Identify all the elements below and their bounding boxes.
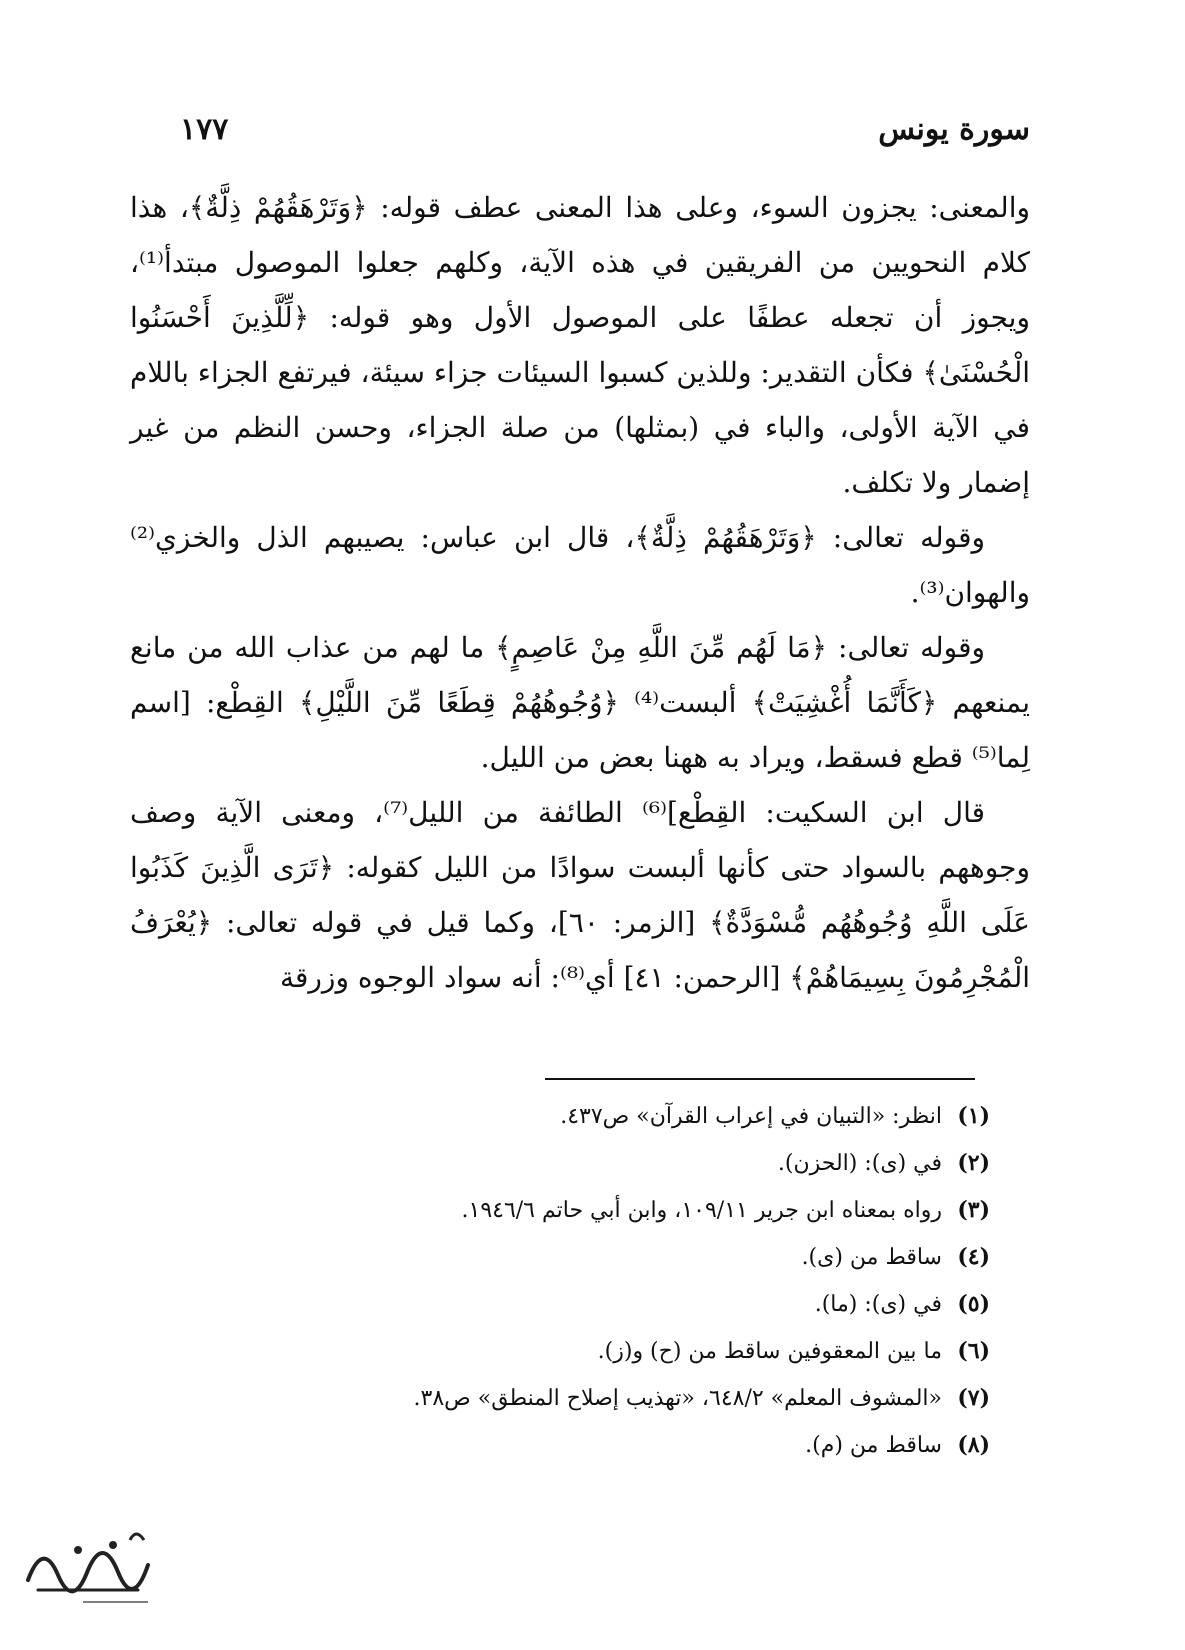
footnote-text: رواه بمعناه ابن جرير ١٠٩/١١، وابن أبي حاتم ١٩٤٦/٦.	[461, 1198, 942, 1223]
footnotes	[130, 1093, 990, 1469]
footnote-number: (٥)	[957, 1291, 990, 1317]
publisher-logo	[18, 1510, 158, 1610]
footnote-number: (٤)	[957, 1244, 990, 1270]
footnote-number: (٣)	[957, 1197, 990, 1223]
footnote-number: (٦)	[957, 1338, 990, 1364]
paragraph-1: والمعنى: يجزون السوء، وعلى هذا المعنى عطف قوله: ﴿وَتَرْهَقُهُمْ ذِلَّةٌ﴾، هذا كلام النحويين من الفريقين في هذه الآية، وكلهم جعلوا الموصول مبتدأ⁽¹⁾، ويجوز أن تجعله عطفًا على الموصول الأول وهو قوله: ﴿لِّلَّذِينَ أَحْسَنُوا الْحُسْنَىٰ﴾ فكأن التقدير: وللذين كسبوا السيئات جزاء سيئة، فيرتفع الجزاء باللام في الآية الأولى، والباء في (بمثلها) من صلة الجزاء، وحسن النظم من غير إضمار ولا تكلف.	[130, 191, 1030, 499]
paragraph-4: قال ابن السكيت: القِطْع]⁽⁶⁾ الطائفة من الليل⁽⁷⁾، ومعنى الآية وصف وجوههم بالسواد حتى كأنها ألبست سوادًا من الليل كقوله: ﴿تَرَى الَّذِينَ كَذَبُوا عَلَى اللَّهِ وُجُوهُهُم مُّسْوَدَّةٌ﴾ [الزمر: ٦٠]، وكما قيل في قوله تعالى: ﴿يُعْرَفُ الْمُجْرِمُونَ بِسِيمَاهُمْ﴾ [الرحمن: ٤١] أي⁽⁸⁾: أنه سواد الوجوه وزرقة	[130, 796, 1031, 994]
footnote-item	[130, 1093, 990, 1140]
paragraph-3: وقوله تعالى: ﴿مَا لَهُم مِّنَ اللَّهِ مِنْ عَاصِمٍ﴾ ما لهم من عذاب الله من مانع يمنعهم ﴿كَأَنَّمَا أُغْشِيَتْ﴾ ألبست⁽⁴⁾ ﴿وُجُوهُهُمْ قِطَعًا مِّنَ اللَّيْلِ﴾ القِطْع: [اسم لِما⁽⁵⁾ قطع فسقط، ويراد به ههنا بعض من الليل.	[130, 631, 1030, 774]
footnote-text: في (ى): (الحزن).	[777, 1151, 942, 1176]
footnote-item	[130, 1422, 990, 1469]
footnote-text: ساقط من (ى).	[801, 1245, 942, 1270]
footnote-item	[130, 1187, 990, 1234]
main-text	[130, 180, 1030, 1005]
footnote-text: ما بين المعقوفين ساقط من (ح) و(ز).	[597, 1339, 942, 1364]
footnote-number: (١)	[957, 1103, 990, 1129]
footnote-text: في (ى): (ما).	[814, 1292, 942, 1317]
footnote-number: (٧)	[957, 1385, 990, 1411]
footnote-item	[130, 1328, 990, 1375]
footnote-item	[130, 1281, 990, 1328]
footnote-number: (٢)	[957, 1150, 990, 1176]
page-number: ١٧٧	[180, 112, 229, 147]
paragraph-2: وقوله تعالى: ﴿وَتَرْهَقُهُمْ ذِلَّةٌ﴾، قال ابن عباس: يصيبهم الذل والخزي⁽²⁾ والهوان⁽³⁾.	[130, 521, 1030, 609]
surah-title: سورة يونس	[878, 112, 1030, 147]
footnote-item	[130, 1234, 990, 1281]
footnote-number: (٨)	[957, 1432, 990, 1458]
footnote-divider	[545, 1078, 975, 1080]
footnote-text: ساقط من (م).	[805, 1433, 942, 1458]
footnote-item	[130, 1140, 990, 1187]
page-header	[140, 112, 1030, 152]
footnote-text: انظر: «التبيان في إعراب القرآن» ص٤٣٧.	[560, 1104, 942, 1129]
footnote-item	[130, 1375, 990, 1422]
footnote-text: «المشوف المعلم» ٦٤٨/٢، «تهذيب إصلاح المنطق» ص٣٨.	[413, 1386, 942, 1411]
